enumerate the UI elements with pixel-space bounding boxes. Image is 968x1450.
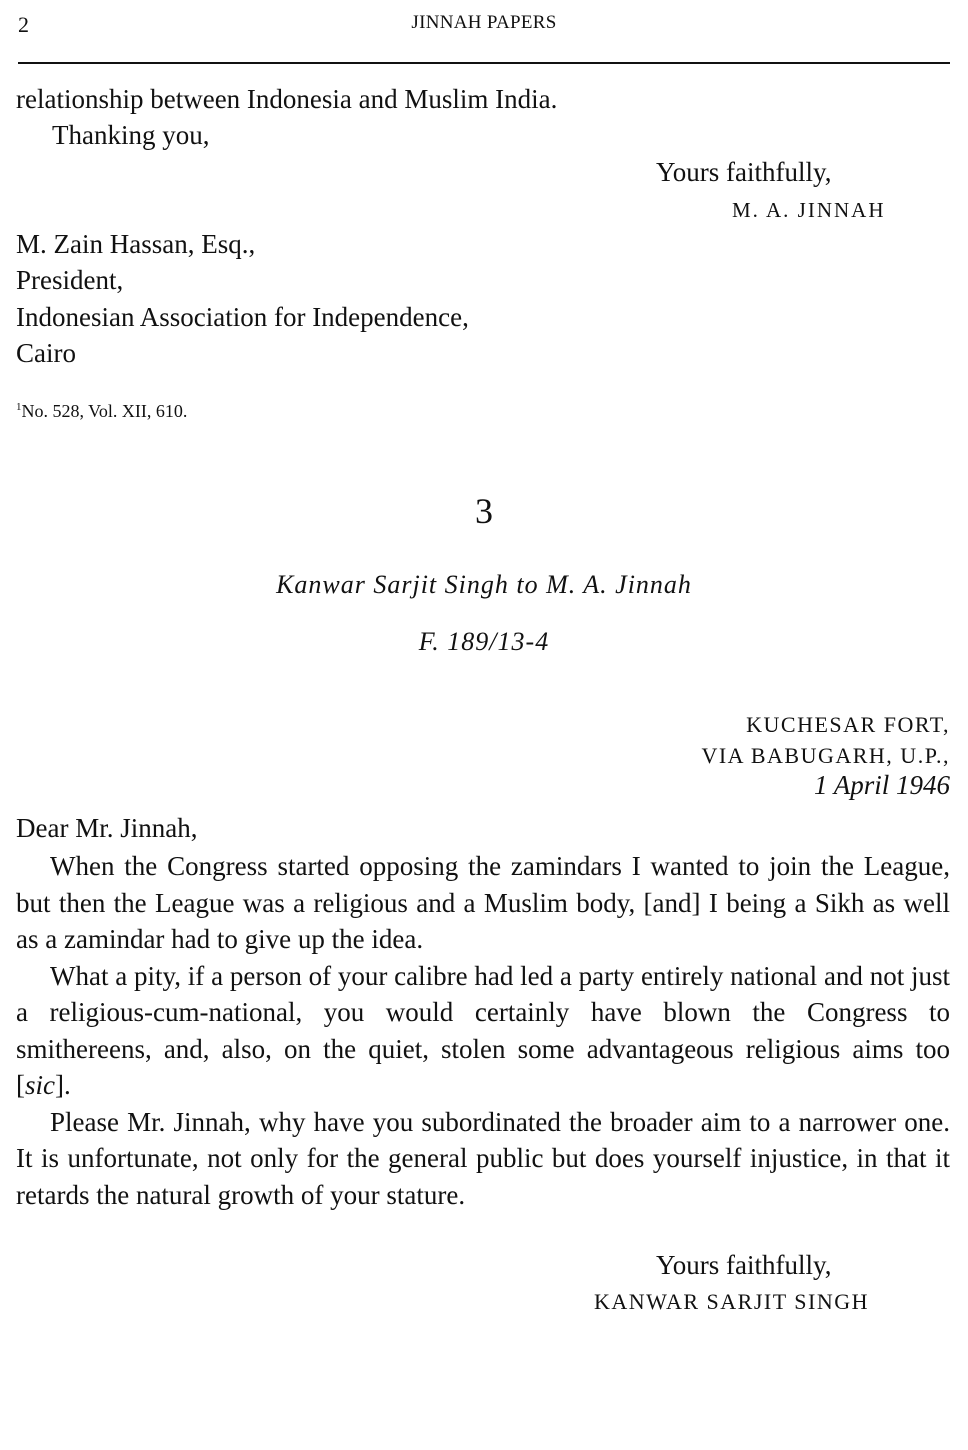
previous-letter-thanks: Thanking you, — [52, 120, 210, 150]
recipient-name: M. Zain Hassan, Esq., — [16, 229, 256, 259]
body-paragraph-3: Please Mr. Jinnah, why have you subordinated the broader aim to a narrower one. It is unfortunate, not only for the general public but does yourself injustice, in that it retards the natural growth of your stature. — [16, 1106, 950, 1210]
footnote-text: No. 528, Vol. XII, 610. — [21, 401, 188, 421]
salutation: Dear Mr. Jinnah, — [16, 813, 198, 843]
body-paragraph-1: When the Congress started opposing the zamindars I wanted to join the League, but then the League was a religious and a Muslim body, [and] I being a Sikh as well as a zamindar had to give up the idea. — [16, 851, 950, 954]
letter-signature: KANWAR SARJIT SINGH — [594, 1289, 870, 1314]
recipient-organization: Indonesian Association for Independence, — [16, 302, 469, 332]
footnote — [16, 401, 187, 422]
page-number: 2 — [18, 12, 29, 37]
previous-letter-valediction: Yours faithfully, — [656, 157, 832, 187]
body-paragraph-2-end: ]. — [55, 1070, 71, 1100]
body-paragraph-2-text: What a pity, if a person of your calibre had led a party entirely national and not just a religious-cum-national, you would certainly have blown the Congress to smithereens, and, also, on the quiet, stolen some advantageous religious aims too [ — [16, 960, 950, 1100]
header-rule — [18, 62, 950, 64]
recipient-city: Cairo — [16, 338, 76, 368]
previous-letter-signature: M. A. JINNAH — [732, 198, 886, 222]
document-reference: F. 189/13-4 — [418, 627, 550, 656]
letter-date: 1 April 1946 — [813, 770, 950, 800]
body-paragraph-2 — [16, 958, 950, 1104]
letter-body — [16, 848, 950, 1213]
document-title: Kanwar Sarjit Singh to M. A. Jinnah — [276, 570, 692, 599]
footnote-marker: 1 — [16, 401, 22, 413]
recipient-title: President, — [16, 265, 124, 295]
sic-marker: sic — [25, 1070, 55, 1100]
letter-valediction: Yours faithfully, — [656, 1250, 832, 1280]
previous-letter-closing-text: relationship between Indonesia and Muslim India. — [16, 84, 558, 114]
sender-address-line2: VIA BABUGARH, U.P., — [701, 743, 950, 768]
document-number: 3 — [475, 491, 493, 531]
sender-address-line1: KUCHESAR FORT, — [746, 712, 950, 737]
running-title: JINNAH PAPERS — [411, 12, 557, 33]
